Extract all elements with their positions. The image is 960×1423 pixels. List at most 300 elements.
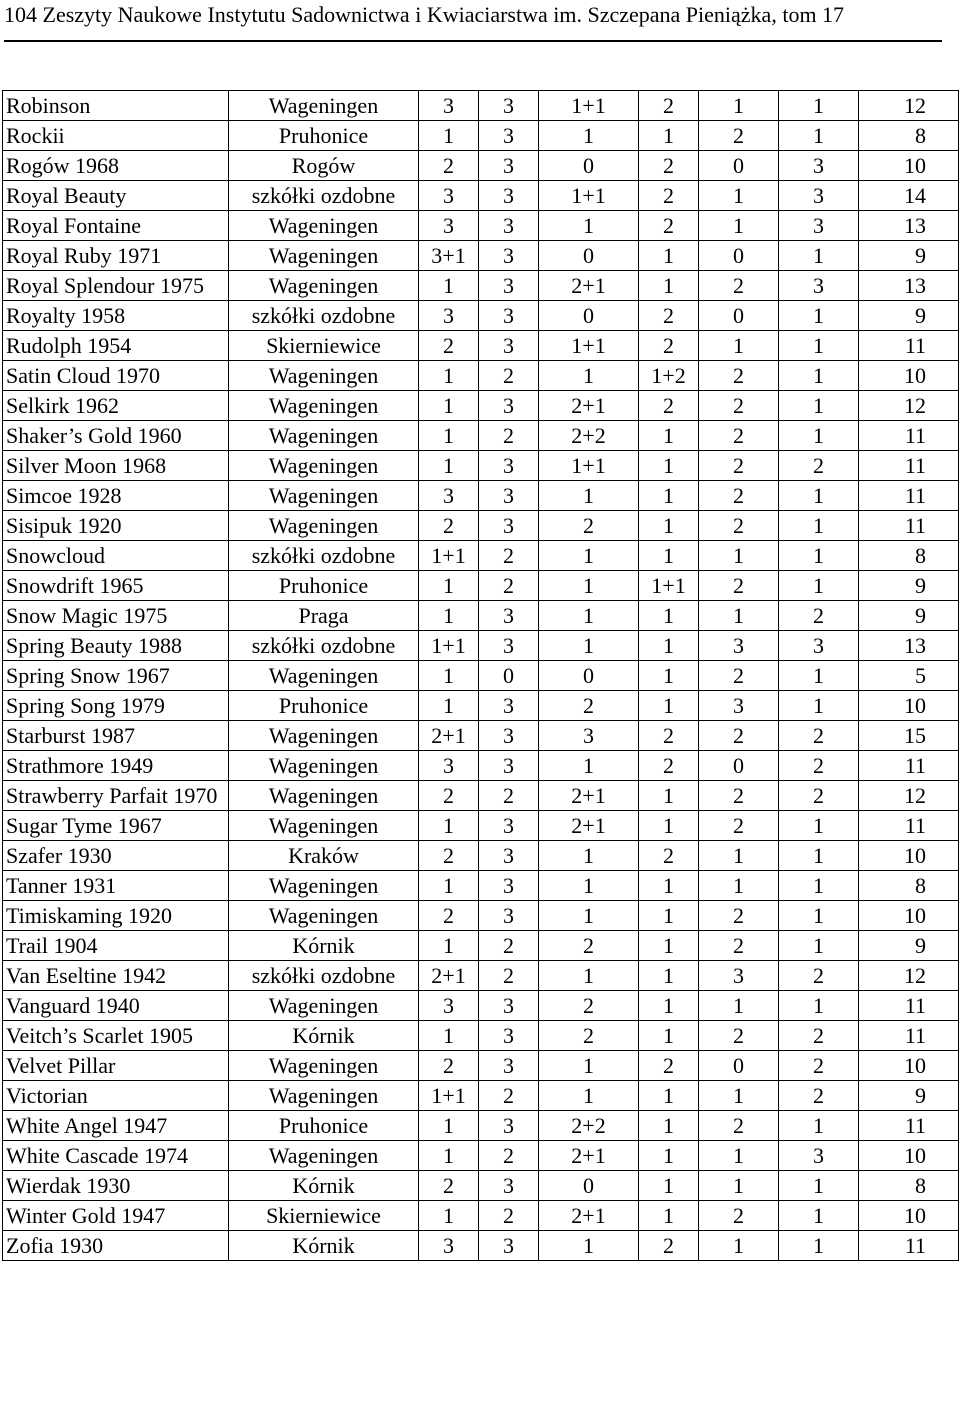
score-cell: 0: [539, 301, 639, 331]
score-cell: 1: [779, 541, 859, 571]
table-row: [3, 1021, 959, 1051]
origin-cell: szkółki ozdobne: [229, 631, 419, 661]
score-cell: 0: [699, 301, 779, 331]
table-row: [3, 841, 959, 871]
score-cell: 3: [699, 691, 779, 721]
score-cell: 1: [779, 421, 859, 451]
table-row: [3, 511, 959, 541]
score-cell: 3: [479, 511, 539, 541]
origin-cell: Wageningen: [229, 361, 419, 391]
score-cell: 1: [419, 271, 479, 301]
score-cell: 3: [479, 391, 539, 421]
score-cell: 3: [419, 301, 479, 331]
score-cell: 2+1: [539, 811, 639, 841]
table-row: [3, 1231, 959, 1261]
score-cell: 1: [779, 481, 859, 511]
score-cell: 3: [479, 1171, 539, 1201]
total-score-cell: 11: [859, 451, 959, 481]
cultivar-name-cell: Snow Magic 1975: [3, 601, 229, 631]
score-cell: 1: [539, 1231, 639, 1261]
score-cell: 1: [419, 121, 479, 151]
table-row: [3, 301, 959, 331]
score-cell: 2: [699, 1111, 779, 1141]
score-cell: 2: [699, 571, 779, 601]
score-cell: 2: [479, 1141, 539, 1171]
origin-cell: Wageningen: [229, 211, 419, 241]
score-cell: 0: [699, 1051, 779, 1081]
header-divider: [4, 40, 942, 42]
score-cell: 1: [639, 241, 699, 271]
table-row: [3, 121, 959, 151]
cultivar-name-cell: White Cascade 1974: [3, 1141, 229, 1171]
score-cell: 2+1: [539, 391, 639, 421]
total-score-cell: 11: [859, 751, 959, 781]
score-cell: 1: [699, 541, 779, 571]
score-cell: 2: [419, 511, 479, 541]
score-cell: 1: [539, 361, 639, 391]
cultivar-name-cell: Strathmore 1949: [3, 751, 229, 781]
score-cell: 1: [699, 601, 779, 631]
table-row: [3, 811, 959, 841]
score-cell: 2: [479, 931, 539, 961]
cultivar-name-cell: White Angel 1947: [3, 1111, 229, 1141]
score-cell: 2: [419, 1051, 479, 1081]
score-cell: 1: [419, 391, 479, 421]
cultivar-name-cell: Wierdak 1930: [3, 1171, 229, 1201]
cultivar-name-cell: Spring Snow 1967: [3, 661, 229, 691]
score-cell: 1: [539, 601, 639, 631]
score-cell: 3: [779, 151, 859, 181]
score-cell: 2+1: [419, 721, 479, 751]
cultivar-name-cell: Selkirk 1962: [3, 391, 229, 421]
score-cell: 0: [539, 1171, 639, 1201]
table-row: [3, 331, 959, 361]
score-cell: 2+1: [539, 781, 639, 811]
score-cell: 0: [479, 661, 539, 691]
score-cell: 3: [479, 91, 539, 121]
score-cell: 1: [639, 421, 699, 451]
table-row: [3, 181, 959, 211]
score-cell: 3: [479, 751, 539, 781]
table-row: [3, 991, 959, 1021]
total-score-cell: 10: [859, 691, 959, 721]
score-cell: 1: [539, 541, 639, 571]
score-cell: 3+1: [419, 241, 479, 271]
score-cell: 1: [699, 871, 779, 901]
origin-cell: Kórnik: [229, 1171, 419, 1201]
total-score-cell: 8: [859, 541, 959, 571]
score-cell: 2: [779, 1051, 859, 1081]
total-score-cell: 9: [859, 931, 959, 961]
origin-cell: szkółki ozdobne: [229, 541, 419, 571]
score-cell: 1: [779, 1201, 859, 1231]
score-cell: 1: [699, 91, 779, 121]
cultivar-name-cell: Silver Moon 1968: [3, 451, 229, 481]
score-cell: 2: [699, 931, 779, 961]
score-cell: 2: [699, 1021, 779, 1051]
score-cell: 2: [779, 961, 859, 991]
score-cell: 2: [779, 781, 859, 811]
origin-cell: Wageningen: [229, 91, 419, 121]
score-cell: 1: [639, 451, 699, 481]
score-cell: 2: [639, 91, 699, 121]
origin-cell: Wageningen: [229, 661, 419, 691]
origin-cell: Skierniewice: [229, 1201, 419, 1231]
origin-cell: Wageningen: [229, 871, 419, 901]
table-row: [3, 751, 959, 781]
score-cell: 2: [699, 421, 779, 451]
score-cell: 1: [539, 211, 639, 241]
table-row: [3, 451, 959, 481]
score-cell: 2: [479, 1201, 539, 1231]
score-cell: 1: [779, 361, 859, 391]
table-row: [3, 871, 959, 901]
table-row: [3, 541, 959, 571]
table-row: [3, 1051, 959, 1081]
score-cell: 2: [479, 421, 539, 451]
score-cell: 3: [479, 211, 539, 241]
table-row: [3, 601, 959, 631]
score-cell: 3: [419, 991, 479, 1021]
score-cell: 1: [419, 1111, 479, 1141]
total-score-cell: 11: [859, 811, 959, 841]
score-cell: 1: [779, 691, 859, 721]
score-cell: 1: [639, 1201, 699, 1231]
table-row: [3, 1171, 959, 1201]
total-score-cell: 11: [859, 481, 959, 511]
score-cell: 2+2: [539, 421, 639, 451]
cultivar-name-cell: Zofia 1930: [3, 1231, 229, 1261]
score-cell: 3: [479, 481, 539, 511]
score-cell: 3: [479, 691, 539, 721]
score-cell: 1: [539, 631, 639, 661]
score-cell: 2: [639, 841, 699, 871]
origin-cell: Wageningen: [229, 811, 419, 841]
score-cell: 3: [539, 721, 639, 751]
total-score-cell: 8: [859, 121, 959, 151]
cultivar-name-cell: Sisipuk 1920: [3, 511, 229, 541]
score-cell: 1: [699, 1081, 779, 1111]
score-cell: 3: [779, 271, 859, 301]
total-score-cell: 10: [859, 901, 959, 931]
origin-cell: Wageningen: [229, 271, 419, 301]
score-cell: 1: [779, 511, 859, 541]
score-cell: 1: [419, 361, 479, 391]
score-cell: 2: [639, 151, 699, 181]
origin-cell: Skierniewice: [229, 331, 419, 361]
score-cell: 1: [639, 931, 699, 961]
score-cell: 2: [479, 961, 539, 991]
score-cell: 2: [539, 1021, 639, 1051]
score-cell: 3: [479, 121, 539, 151]
score-cell: 1: [779, 661, 859, 691]
cultivar-name-cell: Van Eseltine 1942: [3, 961, 229, 991]
score-cell: 2: [639, 181, 699, 211]
total-score-cell: 8: [859, 1171, 959, 1201]
cultivar-name-cell: Simcoe 1928: [3, 481, 229, 511]
table-row: [3, 91, 959, 121]
total-score-cell: 13: [859, 271, 959, 301]
score-cell: 1: [699, 1141, 779, 1171]
score-cell: 2: [699, 511, 779, 541]
score-cell: 2: [479, 361, 539, 391]
cultivar-name-cell: Spring Song 1979: [3, 691, 229, 721]
score-cell: 1: [539, 571, 639, 601]
cultivar-name-cell: Royal Ruby 1971: [3, 241, 229, 271]
score-cell: 3: [479, 1231, 539, 1261]
total-score-cell: 9: [859, 241, 959, 271]
score-cell: 2: [479, 781, 539, 811]
score-cell: 3: [479, 721, 539, 751]
score-cell: 2: [539, 991, 639, 1021]
score-cell: 3: [479, 991, 539, 1021]
score-cell: 2: [639, 301, 699, 331]
origin-cell: Wageningen: [229, 1051, 419, 1081]
score-cell: 2+1: [539, 1141, 639, 1171]
origin-cell: Wageningen: [229, 721, 419, 751]
score-cell: 2: [699, 721, 779, 751]
cultivar-name-cell: Trail 1904: [3, 931, 229, 961]
score-cell: 1: [639, 1081, 699, 1111]
score-cell: 1: [639, 121, 699, 151]
score-cell: 1: [639, 901, 699, 931]
score-cell: 2: [419, 151, 479, 181]
cultivar-name-cell: Spring Beauty 1988: [3, 631, 229, 661]
score-cell: 1: [779, 841, 859, 871]
origin-cell: Wageningen: [229, 481, 419, 511]
table-row: [3, 1201, 959, 1231]
cultivar-name-cell: Victorian: [3, 1081, 229, 1111]
table-row: [3, 1141, 959, 1171]
score-cell: 1: [419, 871, 479, 901]
table-row: [3, 421, 959, 451]
origin-cell: Wageningen: [229, 421, 419, 451]
score-cell: 1: [639, 781, 699, 811]
score-cell: 1: [779, 241, 859, 271]
score-cell: 2: [779, 751, 859, 781]
score-cell: 3: [479, 271, 539, 301]
score-cell: 1: [639, 691, 699, 721]
score-cell: 1+1: [419, 541, 479, 571]
score-cell: 1: [699, 1231, 779, 1261]
table-row: [3, 391, 959, 421]
score-cell: 1+1: [539, 91, 639, 121]
cultivar-name-cell: Snowcloud: [3, 541, 229, 571]
total-score-cell: 11: [859, 421, 959, 451]
score-cell: 3: [479, 451, 539, 481]
total-score-cell: 11: [859, 331, 959, 361]
total-score-cell: 10: [859, 151, 959, 181]
score-cell: 2: [639, 1231, 699, 1261]
origin-cell: szkółki ozdobne: [229, 961, 419, 991]
table-body: [3, 91, 959, 1261]
score-cell: 2: [639, 1051, 699, 1081]
origin-cell: Kraków: [229, 841, 419, 871]
score-cell: 2: [699, 781, 779, 811]
total-score-cell: 12: [859, 391, 959, 421]
cultivar-name-cell: Satin Cloud 1970: [3, 361, 229, 391]
table-row: [3, 241, 959, 271]
score-cell: 2+2: [539, 1111, 639, 1141]
total-score-cell: 9: [859, 1081, 959, 1111]
score-cell: 3: [779, 181, 859, 211]
score-cell: 2: [419, 331, 479, 361]
score-cell: 3: [419, 1231, 479, 1261]
score-cell: 2: [699, 391, 779, 421]
score-cell: 1: [419, 1201, 479, 1231]
score-cell: 2: [699, 481, 779, 511]
score-cell: 3: [419, 211, 479, 241]
total-score-cell: 11: [859, 1231, 959, 1261]
origin-cell: Pruhonice: [229, 571, 419, 601]
score-cell: 2: [699, 661, 779, 691]
score-cell: 1: [779, 991, 859, 1021]
score-cell: 2: [419, 1171, 479, 1201]
score-cell: 3: [479, 301, 539, 331]
score-cell: 3: [479, 151, 539, 181]
total-score-cell: 12: [859, 961, 959, 991]
origin-cell: Wageningen: [229, 751, 419, 781]
score-cell: 3: [479, 841, 539, 871]
score-cell: 2: [699, 271, 779, 301]
table-row: [3, 931, 959, 961]
score-cell: 0: [539, 661, 639, 691]
score-cell: 3: [479, 241, 539, 271]
origin-cell: Wageningen: [229, 901, 419, 931]
score-cell: 1: [539, 901, 639, 931]
table-row: [3, 211, 959, 241]
total-score-cell: 5: [859, 661, 959, 691]
score-cell: 3: [699, 631, 779, 661]
score-cell: 2: [699, 361, 779, 391]
score-cell: 2: [419, 841, 479, 871]
total-score-cell: 15: [859, 721, 959, 751]
cultivar-name-cell: Szafer 1930: [3, 841, 229, 871]
score-cell: 3: [479, 181, 539, 211]
score-cell: 1: [539, 871, 639, 901]
total-score-cell: 12: [859, 91, 959, 121]
score-cell: 1+1: [639, 571, 699, 601]
score-cell: 3: [419, 181, 479, 211]
total-score-cell: 12: [859, 781, 959, 811]
score-cell: 1+1: [419, 631, 479, 661]
score-cell: 2: [419, 781, 479, 811]
score-cell: 1: [779, 931, 859, 961]
cultivar-name-cell: Timiskaming 1920: [3, 901, 229, 931]
score-cell: 1: [699, 841, 779, 871]
score-cell: 2: [699, 121, 779, 151]
score-cell: 3: [779, 1141, 859, 1171]
score-cell: 1: [779, 901, 859, 931]
score-cell: 1: [639, 541, 699, 571]
score-cell: 1: [639, 481, 699, 511]
score-cell: 2: [479, 1081, 539, 1111]
table-row: [3, 631, 959, 661]
score-cell: 1+1: [539, 181, 639, 211]
table-row: [3, 271, 959, 301]
total-score-cell: 11: [859, 1111, 959, 1141]
score-cell: 0: [539, 241, 639, 271]
score-cell: 3: [479, 1051, 539, 1081]
origin-cell: Wageningen: [229, 1141, 419, 1171]
score-cell: 1: [639, 991, 699, 1021]
cultivar-name-cell: Strawberry Parfait 1970: [3, 781, 229, 811]
table-row: [3, 571, 959, 601]
table-row: [3, 961, 959, 991]
score-cell: 1: [699, 181, 779, 211]
cultivar-name-cell: Royal Splendour 1975: [3, 271, 229, 301]
score-cell: 1: [639, 1141, 699, 1171]
score-cell: 1: [639, 601, 699, 631]
origin-cell: Wageningen: [229, 451, 419, 481]
total-score-cell: 11: [859, 991, 959, 1021]
score-cell: 3: [479, 631, 539, 661]
score-cell: 2: [419, 901, 479, 931]
origin-cell: Kórnik: [229, 1021, 419, 1051]
score-cell: 1: [639, 271, 699, 301]
origin-cell: Wageningen: [229, 241, 419, 271]
score-cell: 3: [419, 91, 479, 121]
origin-cell: Rogów: [229, 151, 419, 181]
score-cell: 2+1: [539, 1201, 639, 1231]
score-cell: 2: [479, 541, 539, 571]
table-row: [3, 721, 959, 751]
origin-cell: Kórnik: [229, 931, 419, 961]
origin-cell: Pruhonice: [229, 121, 419, 151]
score-cell: 1: [699, 991, 779, 1021]
score-cell: 0: [699, 241, 779, 271]
score-cell: 1: [779, 571, 859, 601]
page-header: 104 Zeszyty Naukowe Instytutu Sadownictwa i Kwiaciarstwa im. Szczepana Pieniążka, tom 17: [4, 2, 845, 27]
origin-cell: szkółki ozdobne: [229, 181, 419, 211]
score-cell: 1: [539, 841, 639, 871]
table-row: [3, 1111, 959, 1141]
score-cell: 2: [699, 451, 779, 481]
score-cell: 2: [779, 451, 859, 481]
score-cell: 2: [699, 1201, 779, 1231]
score-cell: 2: [779, 1021, 859, 1051]
score-cell: 1: [639, 631, 699, 661]
score-cell: 1: [779, 301, 859, 331]
score-cell: 3: [479, 871, 539, 901]
score-cell: 1: [539, 481, 639, 511]
table-row: [3, 481, 959, 511]
score-cell: 1: [419, 931, 479, 961]
table-row: [3, 361, 959, 391]
cultivar-name-cell: Velvet Pillar: [3, 1051, 229, 1081]
score-cell: 1: [419, 421, 479, 451]
score-cell: 2: [639, 721, 699, 751]
total-score-cell: 13: [859, 631, 959, 661]
cultivar-name-cell: Royal Fontaine: [3, 211, 229, 241]
cultivar-name-cell: Royalty 1958: [3, 301, 229, 331]
score-cell: 1: [539, 121, 639, 151]
score-cell: 1: [639, 1111, 699, 1141]
score-cell: 2: [639, 751, 699, 781]
origin-cell: Wageningen: [229, 781, 419, 811]
score-cell: 1: [419, 601, 479, 631]
score-cell: 1: [779, 391, 859, 421]
score-cell: 1: [539, 1051, 639, 1081]
score-cell: 1: [699, 331, 779, 361]
cultivar-name-cell: Tanner 1931: [3, 871, 229, 901]
score-cell: 2: [479, 571, 539, 601]
score-cell: 1: [419, 1141, 479, 1171]
score-cell: 3: [479, 1021, 539, 1051]
score-cell: 3: [479, 811, 539, 841]
score-cell: 1: [779, 1111, 859, 1141]
score-cell: 1: [699, 211, 779, 241]
